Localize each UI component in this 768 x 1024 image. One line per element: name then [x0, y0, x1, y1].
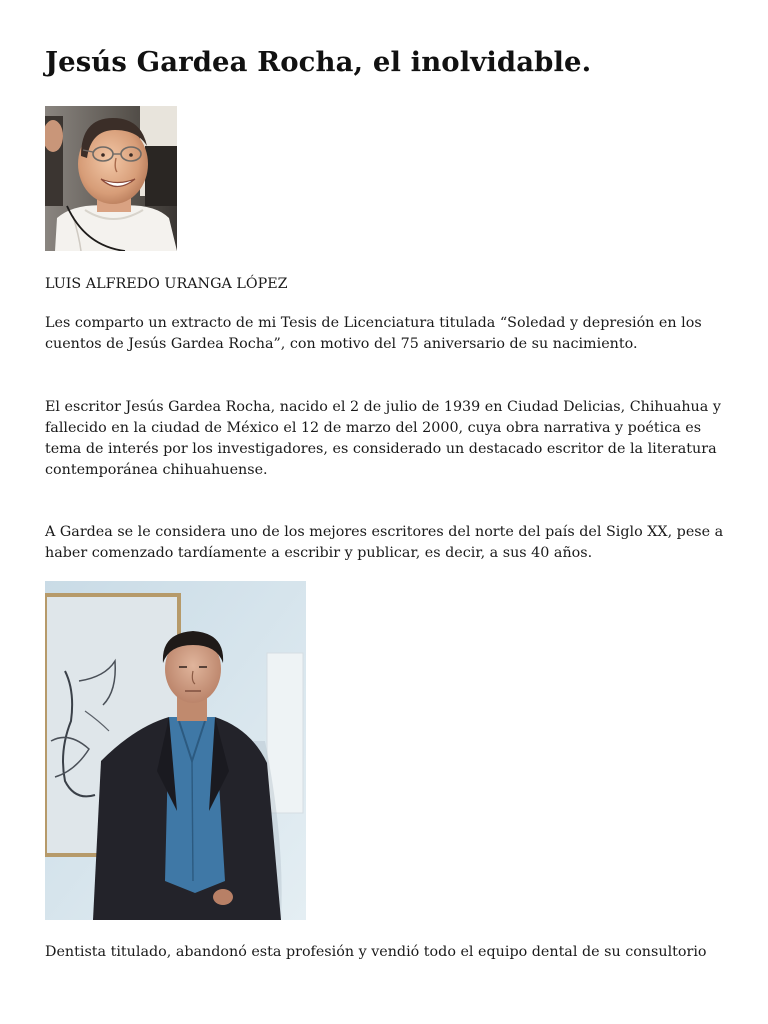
- paragraph: Les comparto un extracto de mi Tesis de Licenciatura titulada “Soledad y depresión en los cuentos de Jesús Gardea Rocha”, con motivo del 75 aniversario de su nacimiento.: [45, 315, 702, 352]
- article-author: LUIS ALFREDO URANGA LÓPEZ: [45, 276, 288, 292]
- paragraph: El escritor Jesús Gardea Rocha, nacido el 2 de julio de 1939 en Ciudad Delicias, Chihuahua y fallecido en la ciudad de México el 12 de marzo del 2000, cuya obra narrativa y poética es tema de interés por los investigadores, es considerado un destacado escritor de la literatura contemporánea chihuahuense.: [45, 399, 721, 478]
- article-title: Jesús Gardea Rocha, el inolvidable.: [45, 46, 592, 78]
- paragraph: A Gardea se le considera uno de los mejores escritores del norte del país del Siglo XX, pese a haber comenzado tardíamente a escribir y publicar, es decir, a sus 40 años.: [45, 524, 724, 561]
- author-portrait-photo: [45, 106, 177, 251]
- paragraph: Dentista titulado, abandonó esta profesión y vendió todo el equipo dental de su consultorio: [45, 944, 707, 960]
- writer-standing-photo: [45, 581, 306, 920]
